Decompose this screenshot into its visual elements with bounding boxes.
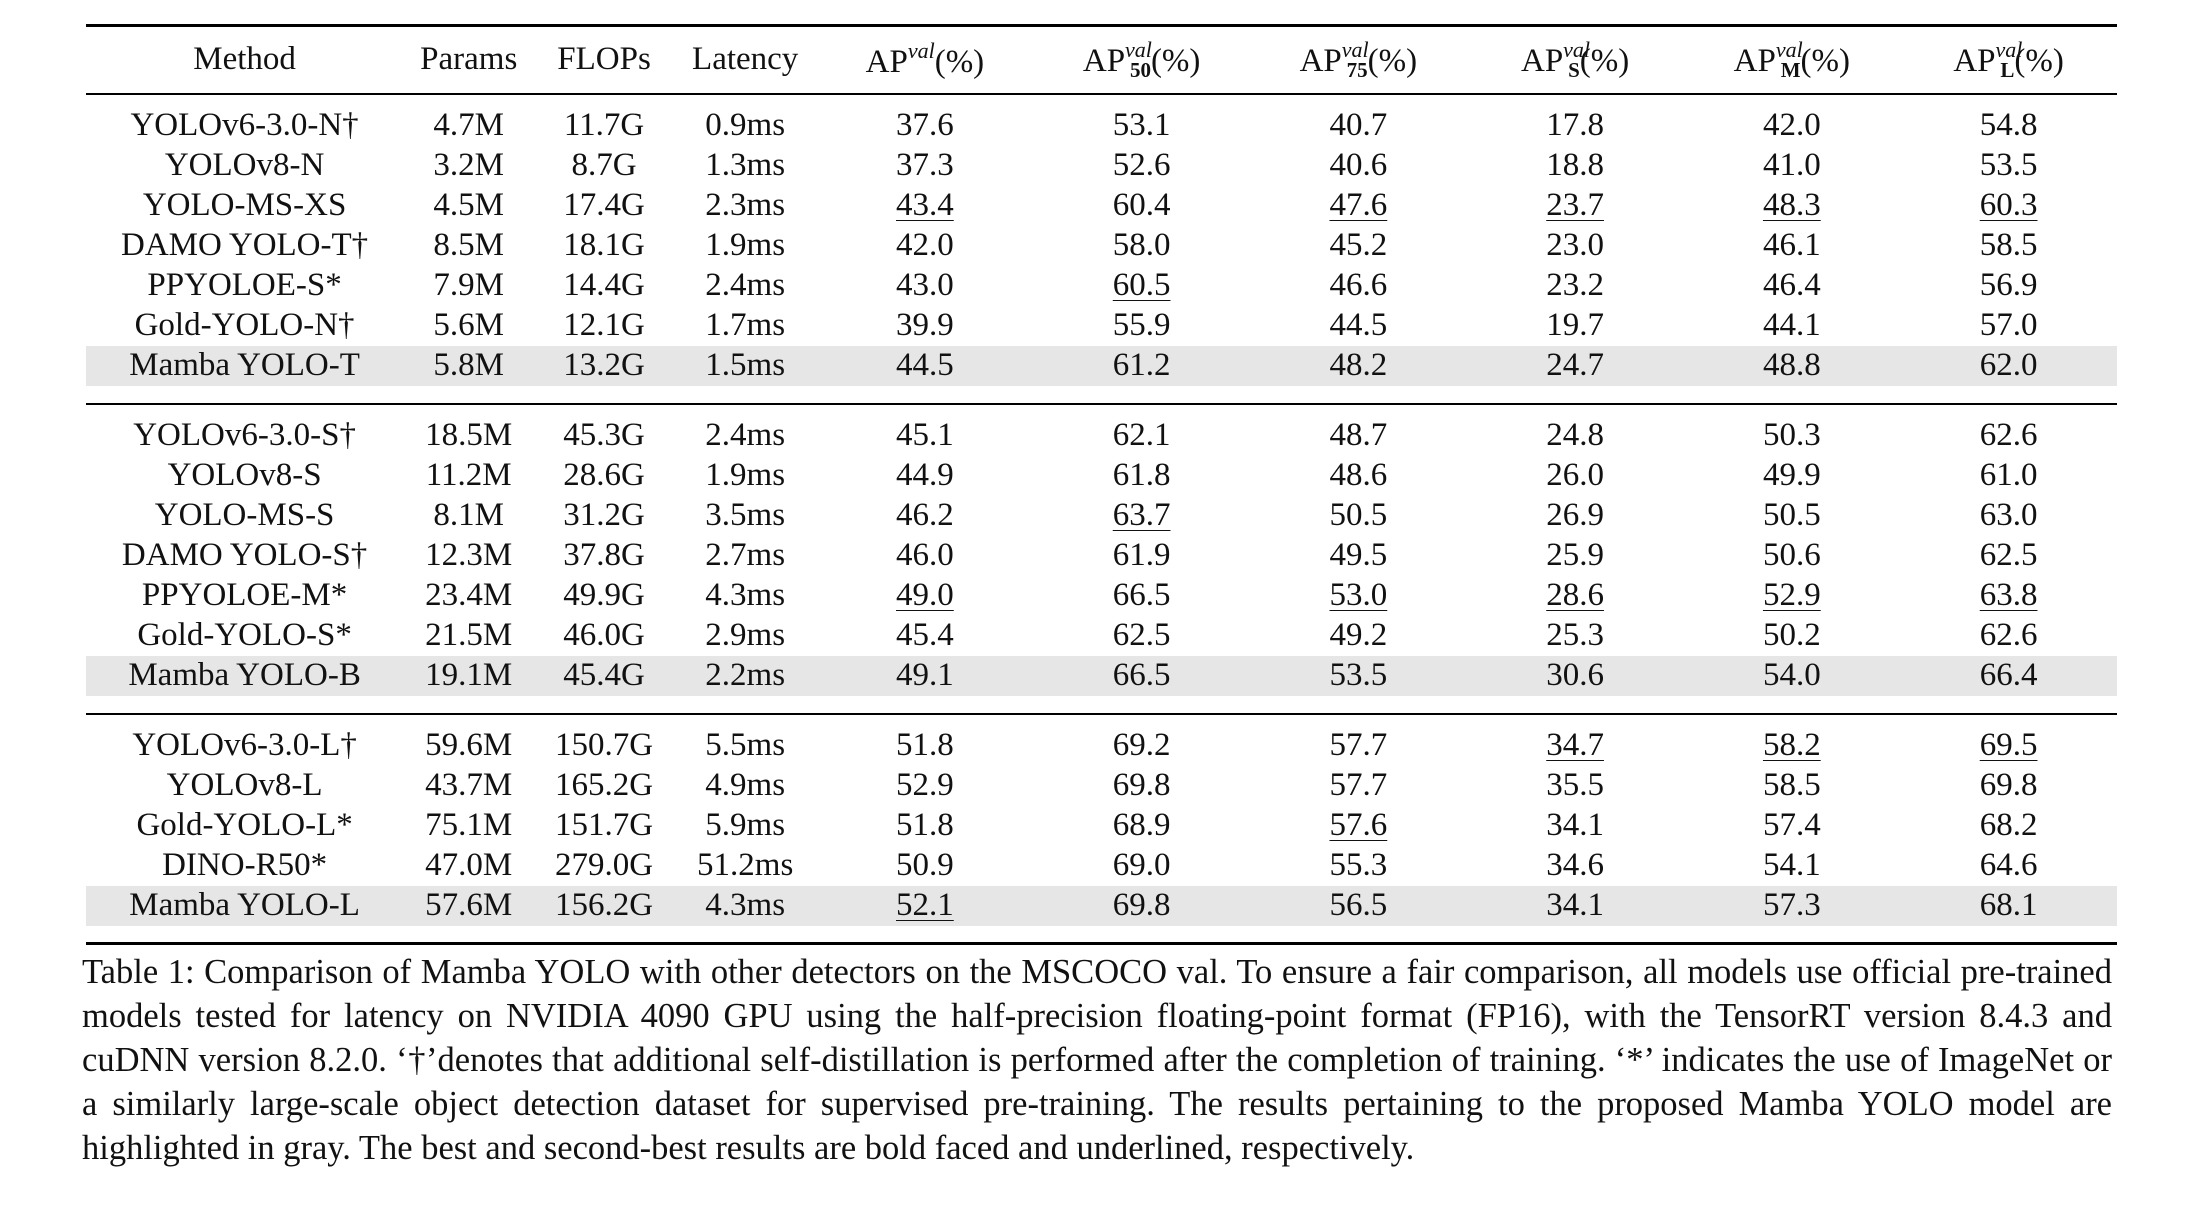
table-row bbox=[86, 726, 2117, 766]
col-header-ap: $AP^{val}(\%)$ bbox=[865, 38, 985, 81]
cell-flops: 45.3G bbox=[563, 417, 645, 453]
cell-latency: 51.2ms bbox=[697, 847, 794, 883]
cell-aps: 23.0 bbox=[1546, 227, 1604, 263]
cell-flops: 165.2G bbox=[554, 767, 654, 803]
table-row bbox=[86, 616, 2117, 656]
cell-ap75: 48.7 bbox=[1329, 417, 1388, 453]
table-row bbox=[86, 106, 2117, 146]
table-row bbox=[86, 346, 2117, 386]
cell-aps: 23.2 bbox=[1546, 267, 1604, 303]
cell-params: 8.1M bbox=[433, 497, 505, 533]
cell-flops: 13.2G bbox=[534, 346, 674, 386]
cell-method: DAMO YOLO-T† bbox=[121, 227, 369, 263]
cell-latency: 1.9ms bbox=[705, 457, 786, 493]
cell-ap75: 53.5 bbox=[1250, 656, 1467, 696]
cell-ap50: 52.6 bbox=[1112, 147, 1171, 183]
cell-flops: 156.2G bbox=[534, 886, 674, 926]
cell-aps: 28.6 bbox=[1546, 577, 1604, 613]
cell-flops: 14.4G bbox=[563, 267, 645, 303]
cell-params: 5.8M bbox=[403, 346, 534, 386]
cell-latency: 2.7ms bbox=[705, 537, 786, 573]
cell-apm: 50.2 bbox=[1762, 617, 1821, 653]
cell-ap75: 57.7 bbox=[1329, 767, 1388, 803]
cell-ap75: 55.3 bbox=[1329, 847, 1388, 883]
cell-ap: 52.1 bbox=[817, 886, 1034, 926]
cell-apm: 44.1 bbox=[1762, 307, 1821, 343]
cell-apm: 54.0 bbox=[1683, 656, 1900, 696]
cell-params: 12.3M bbox=[425, 537, 513, 573]
cell-flops: 17.4G bbox=[563, 187, 645, 223]
cell-apm: 50.6 bbox=[1762, 537, 1821, 573]
cell-apm: 46.4 bbox=[1762, 267, 1821, 303]
cell-params: 8.5M bbox=[433, 227, 505, 263]
cell-apm: 54.1 bbox=[1762, 847, 1821, 883]
cell-aps: 35.5 bbox=[1546, 767, 1604, 803]
cell-apm: 42.0 bbox=[1762, 107, 1821, 143]
cell-ap75: 40.6 bbox=[1329, 147, 1388, 183]
cell-params: 4.5M bbox=[433, 187, 505, 223]
cell-method: YOLOv8-S bbox=[167, 457, 322, 493]
cell-latency: 4.9ms bbox=[705, 767, 786, 803]
cell-ap75: 56.5 bbox=[1250, 886, 1467, 926]
table-row bbox=[86, 416, 2117, 456]
cell-aps: 23.7 bbox=[1546, 187, 1604, 223]
cell-flops: 12.1G bbox=[563, 307, 645, 343]
cell-apl: 62.0 bbox=[1900, 346, 2117, 386]
cell-apm: 49.9 bbox=[1762, 457, 1821, 493]
cell-latency: 0.9ms bbox=[705, 107, 786, 143]
spacer bbox=[86, 926, 2117, 944]
cell-latency: 2.9ms bbox=[705, 617, 786, 653]
cell-ap: 39.9 bbox=[896, 307, 954, 343]
cell-params: 18.5M bbox=[425, 417, 513, 453]
cell-ap: 46.2 bbox=[896, 497, 954, 533]
cell-ap50: 58.0 bbox=[1112, 227, 1171, 263]
cell-aps: 18.8 bbox=[1546, 147, 1604, 183]
cell-ap75: 53.0 bbox=[1329, 577, 1388, 613]
cell-latency: 3.5ms bbox=[705, 497, 786, 533]
col-header-ap75: $AP^{val}75(\%)$ bbox=[1299, 36, 1418, 82]
col-header-latency: Latency bbox=[692, 41, 799, 78]
cell-apm: 50.3 bbox=[1762, 417, 1821, 453]
cell-latency: 2.4ms bbox=[705, 417, 786, 453]
cell-method: Mamba YOLO-B bbox=[86, 656, 403, 696]
spacer bbox=[86, 714, 2117, 726]
cell-apm: 48.3 bbox=[1762, 187, 1821, 223]
table-row bbox=[86, 766, 2117, 806]
cell-ap: 44.9 bbox=[896, 457, 954, 493]
cell-aps: 19.7 bbox=[1546, 307, 1604, 343]
cell-params: 11.2M bbox=[425, 457, 512, 493]
cell-latency: 4.3ms bbox=[674, 886, 817, 926]
cell-ap50: 61.9 bbox=[1112, 537, 1171, 573]
table-row bbox=[86, 186, 2117, 226]
table-row bbox=[86, 266, 2117, 306]
table-row bbox=[86, 846, 2117, 886]
cell-params: 23.4M bbox=[425, 577, 513, 613]
cell-aps: 34.1 bbox=[1467, 886, 1684, 926]
cell-apl: 69.5 bbox=[1979, 727, 2038, 763]
cell-flops: 37.8G bbox=[563, 537, 645, 573]
cell-apl: 60.3 bbox=[1979, 187, 2038, 223]
cell-aps: 25.3 bbox=[1546, 617, 1604, 653]
col-header-method: Method bbox=[193, 41, 296, 78]
cell-method: DAMO YOLO-S† bbox=[121, 537, 368, 573]
cell-latency: 1.7ms bbox=[705, 307, 786, 343]
cell-aps: 30.6 bbox=[1467, 656, 1684, 696]
cell-ap50: 61.8 bbox=[1112, 457, 1171, 493]
cell-aps: 17.8 bbox=[1546, 107, 1604, 143]
spacer bbox=[86, 94, 2117, 106]
col-header-params: Params bbox=[420, 41, 518, 78]
cell-ap: 42.0 bbox=[896, 227, 954, 263]
cell-ap: 49.0 bbox=[896, 577, 954, 613]
cell-method: YOLOv6-3.0-L† bbox=[132, 727, 357, 763]
cell-apm: 46.1 bbox=[1762, 227, 1821, 263]
cell-ap: 43.4 bbox=[896, 187, 954, 223]
cell-ap: 43.0 bbox=[896, 267, 954, 303]
cell-ap50: 69.0 bbox=[1112, 847, 1171, 883]
cell-params: 75.1M bbox=[425, 807, 513, 843]
cell-apm: 52.9 bbox=[1762, 577, 1821, 613]
cell-ap75: 57.7 bbox=[1329, 727, 1388, 763]
cell-method: DINO-R50* bbox=[162, 847, 328, 883]
cell-ap: 51.8 bbox=[896, 727, 954, 763]
cell-aps: 26.0 bbox=[1546, 457, 1604, 493]
cell-method: YOLO-MS-S bbox=[154, 497, 335, 533]
cell-flops: 151.7G bbox=[554, 807, 654, 843]
cell-ap75: 49.2 bbox=[1329, 617, 1388, 653]
cell-apl: 64.6 bbox=[1979, 847, 2038, 883]
cell-flops: 45.4G bbox=[534, 656, 674, 696]
cell-apm: 57.4 bbox=[1762, 807, 1821, 843]
cell-ap: 46.0 bbox=[896, 537, 954, 573]
cell-method: YOLOv6-3.0-S† bbox=[133, 417, 356, 453]
cell-apl: 63.0 bbox=[1979, 497, 2038, 533]
cell-method: PPYOLOE-M* bbox=[141, 577, 348, 613]
cell-ap50: 62.5 bbox=[1112, 617, 1171, 653]
header-row bbox=[86, 26, 2117, 94]
cell-params: 3.2M bbox=[433, 147, 505, 183]
cell-apm: 58.2 bbox=[1762, 727, 1821, 763]
cell-ap: 37.3 bbox=[896, 147, 954, 183]
cell-latency: 2.2ms bbox=[674, 656, 817, 696]
cell-ap75: 50.5 bbox=[1329, 497, 1388, 533]
cell-apl: 62.6 bbox=[1979, 417, 2038, 453]
cell-flops: 31.2G bbox=[563, 497, 645, 533]
cell-ap75: 44.5 bbox=[1329, 307, 1388, 343]
cell-ap75: 57.6 bbox=[1329, 807, 1388, 843]
cell-params: 4.7M bbox=[433, 107, 505, 143]
cell-method: Gold-YOLO-S* bbox=[137, 617, 352, 653]
cell-apl: 62.5 bbox=[1979, 537, 2038, 573]
cell-aps: 34.1 bbox=[1546, 807, 1604, 843]
cell-apl: 63.8 bbox=[1979, 577, 2038, 613]
cell-ap75: 48.6 bbox=[1329, 457, 1388, 493]
table-row bbox=[86, 656, 2117, 696]
cell-ap75: 45.2 bbox=[1329, 227, 1388, 263]
cell-method: YOLO-MS-XS bbox=[142, 187, 347, 223]
spacer bbox=[86, 386, 2117, 404]
cell-flops: 49.9G bbox=[563, 577, 645, 613]
table-section bbox=[86, 404, 2117, 714]
cell-ap75: 47.6 bbox=[1329, 187, 1388, 223]
table-row bbox=[86, 496, 2117, 536]
cell-method: YOLOv6-3.0-N† bbox=[130, 107, 359, 143]
cell-ap75: 40.7 bbox=[1329, 107, 1388, 143]
cell-flops: 8.7G bbox=[571, 147, 637, 183]
cell-aps: 25.9 bbox=[1546, 537, 1604, 573]
cell-latency: 4.3ms bbox=[705, 577, 786, 613]
cell-params: 21.5M bbox=[425, 617, 513, 653]
cell-apl: 68.2 bbox=[1979, 807, 2038, 843]
table-row bbox=[86, 886, 2117, 926]
cell-apm: 58.5 bbox=[1762, 767, 1821, 803]
cell-flops: 279.0G bbox=[554, 847, 654, 883]
results-table bbox=[86, 24, 2117, 945]
cell-ap: 44.5 bbox=[817, 346, 1034, 386]
cell-ap50: 66.5 bbox=[1112, 577, 1171, 613]
cell-apm: 57.3 bbox=[1683, 886, 1900, 926]
cell-apl: 54.8 bbox=[1979, 107, 2038, 143]
cell-method: Gold-YOLO-N† bbox=[134, 307, 355, 343]
table-row bbox=[86, 576, 2117, 616]
table-row bbox=[86, 306, 2117, 346]
cell-params: 59.6M bbox=[425, 727, 513, 763]
cell-ap50: 55.9 bbox=[1112, 307, 1171, 343]
cell-params: 47.0M bbox=[425, 847, 513, 883]
col-header-apm: $AP^{val}M(\%)$ bbox=[1733, 36, 1851, 82]
cell-ap: 50.9 bbox=[896, 847, 954, 883]
cell-method: YOLOv8-L bbox=[166, 767, 323, 803]
cell-apl: 61.0 bbox=[1979, 457, 2038, 493]
cell-flops: 18.1G bbox=[563, 227, 645, 263]
cell-method: Mamba YOLO-T bbox=[86, 346, 403, 386]
col-header-aps: $AP^{val}S(\%)$ bbox=[1520, 36, 1630, 82]
cell-ap: 45.4 bbox=[896, 617, 954, 653]
cell-params: 57.6M bbox=[403, 886, 534, 926]
cell-ap50: 63.7 bbox=[1112, 497, 1171, 533]
cell-ap: 37.6 bbox=[896, 107, 954, 143]
cell-latency: 1.9ms bbox=[705, 227, 786, 263]
cell-apm: 41.0 bbox=[1762, 147, 1821, 183]
cell-ap50: 61.2 bbox=[1033, 346, 1250, 386]
table-caption: Table 1: Comparison of Mamba YOLO with other detectors on the MSCOCO val. To ensure a fair comparison, all models use official pre-trained models tested for latency on NVIDIA 4090 GPU using the half-precision floating-point format (FP16), with the TensorRT version 8.4.3 and cuDNN version 8.2.0. ‘†’denotes that additional self-distillation is performed after the completion of training. ‘*’ indicates the use of ImageNet or a similarly large-scale object detection dataset for supervised pre-training. The results pertaining to the proposed Mamba YOLO model are highlighted in gray. The best and second-best results are bold faced and underlined, respectively. bbox=[82, 953, 2112, 1167]
cell-ap50: 66.5 bbox=[1033, 656, 1250, 696]
cell-ap: 51.8 bbox=[896, 807, 954, 843]
table-row bbox=[86, 146, 2117, 186]
spacer bbox=[86, 696, 2117, 714]
cell-apl: 58.5 bbox=[1979, 227, 2038, 263]
cell-ap: 45.1 bbox=[896, 417, 954, 453]
cell-latency: 1.5ms bbox=[674, 346, 817, 386]
cell-ap: 52.9 bbox=[896, 767, 954, 803]
cell-latency: 2.3ms bbox=[705, 187, 786, 223]
cell-ap50: 62.1 bbox=[1112, 417, 1171, 453]
table-row bbox=[86, 226, 2117, 266]
cell-flops: 28.6G bbox=[563, 457, 645, 493]
cell-ap75: 48.2 bbox=[1250, 346, 1467, 386]
cell-apm: 48.8 bbox=[1683, 346, 1900, 386]
cell-flops: 46.0G bbox=[563, 617, 645, 653]
cell-params: 7.9M bbox=[433, 267, 505, 303]
cell-aps: 24.7 bbox=[1467, 346, 1684, 386]
cell-latency: 1.3ms bbox=[705, 147, 786, 183]
cell-params: 43.7M bbox=[425, 767, 513, 803]
cell-apl: 69.8 bbox=[1979, 767, 2038, 803]
table-row bbox=[86, 806, 2117, 846]
cell-ap50: 60.5 bbox=[1112, 267, 1171, 303]
cell-apl: 57.0 bbox=[1979, 307, 2038, 343]
cell-ap50: 60.4 bbox=[1112, 187, 1171, 223]
cell-latency: 5.9ms bbox=[705, 807, 786, 843]
cell-ap75: 49.5 bbox=[1329, 537, 1388, 573]
cell-aps: 24.8 bbox=[1546, 417, 1604, 453]
cell-ap: 49.1 bbox=[817, 656, 1034, 696]
cell-ap50: 69.2 bbox=[1112, 727, 1171, 763]
cell-latency: 2.4ms bbox=[705, 267, 786, 303]
cell-aps: 34.6 bbox=[1546, 847, 1604, 883]
spacer bbox=[86, 404, 2117, 416]
cell-apl: 66.4 bbox=[1900, 656, 2117, 696]
table-row bbox=[86, 456, 2117, 496]
table-row bbox=[86, 536, 2117, 576]
cell-params: 5.6M bbox=[433, 307, 505, 343]
cell-apl: 53.5 bbox=[1979, 147, 2038, 183]
cell-params: 19.1M bbox=[403, 656, 534, 696]
cell-method: Mamba YOLO-L bbox=[86, 886, 403, 926]
cell-method: YOLOv8-N bbox=[164, 147, 325, 183]
cell-flops: 150.7G bbox=[554, 727, 654, 763]
cell-apl: 68.1 bbox=[1900, 886, 2117, 926]
cell-ap50: 69.8 bbox=[1112, 767, 1171, 803]
table-section bbox=[86, 94, 2117, 404]
cell-aps: 26.9 bbox=[1546, 497, 1604, 533]
cell-method: Gold-YOLO-L* bbox=[136, 807, 353, 843]
col-header-flops: FLOPs bbox=[557, 41, 651, 78]
table-section bbox=[86, 714, 2117, 944]
col-header-apl: $AP^{val}L(\%)$ bbox=[1953, 36, 2064, 82]
cell-ap50: 69.8 bbox=[1033, 886, 1250, 926]
cell-apm: 50.5 bbox=[1762, 497, 1821, 533]
col-header-ap50: $AP^{val}50(\%)$ bbox=[1082, 36, 1201, 82]
cell-aps: 34.7 bbox=[1546, 727, 1604, 763]
cell-latency: 5.5ms bbox=[705, 727, 786, 763]
cell-ap50: 68.9 bbox=[1112, 807, 1171, 843]
cell-apl: 62.6 bbox=[1979, 617, 2038, 653]
cell-method: PPYOLOE-S* bbox=[147, 267, 342, 303]
cell-apl: 56.9 bbox=[1979, 267, 2038, 303]
cell-ap75: 46.6 bbox=[1329, 267, 1388, 303]
cell-flops: 11.7G bbox=[563, 107, 645, 143]
cell-ap50: 53.1 bbox=[1112, 107, 1171, 143]
